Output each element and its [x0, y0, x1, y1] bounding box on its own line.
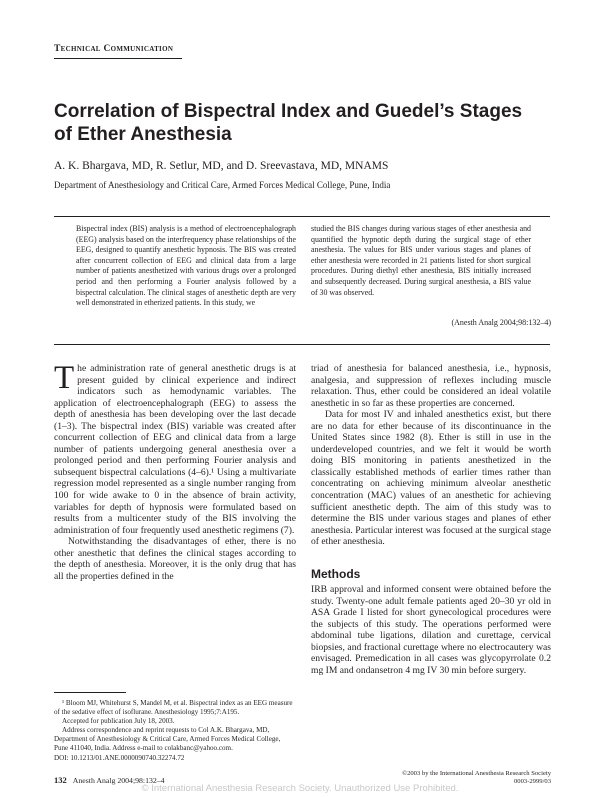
abstract-right: studied the BIS changes during various stages of ether anesthesia and quantified the hypnotic depth during the surgical stage of ether anesthesia. The values for BIS under various stages and planes of ether anesthesia were recorded in 21 patients listed for short surgical procedures. During diethyl ether anesthesia, BIS initially increased and subsequently decreased. During surgical anesthesia, a BIS value of 30 was observed. — [311, 224, 531, 297]
intro-paragraph: The administration rate of general anesthetic drugs is at present guided by clinical experience and indirect indicators such as hemodynamic variables. The application of electroencephalograph (EEG) to assess the depth of anesthesia has been developing over the last decade (1–3). The bispectral index (BIS) variable was created after concurrent collection of EEG and clinical data from a large number of patients undergoing general anesthesia over a prolonged period and then performing Fourier analysis and subsequent bispectral calculations (4–6).¹ Using a multivariate regression model represented as a single number ranging from 100 for wide awake to 0 in the absence of brain activity, variables for depth of hypnosis were formulated based on results from a multicenter study of the BIS involving the administration of four frequently used anesthetic regimens (7). — [54, 360, 296, 536]
footnote-reference: ¹ Bloom MJ, Whitehurst S, Mandel M, et al. Bispectral index as an EEG measure of the sedative effect of isoflurane. Anesthesiology 1995;7:A195. — [54, 699, 293, 717]
paragraph-2: Notwithstanding the disadvantages of ether, there is no other anesthetic that defines the clinical stages according to the depth of anesthesia. Moreover, it is the only drug that has all the properties defined in the — [54, 536, 296, 582]
copyright: ©2003 by the International Anesthesia Research Society — [402, 770, 551, 777]
authors: A. K. Bhargava, MD, R. Setlur, MD, and D. Sreevastava, MD, MNAMS — [54, 160, 389, 172]
methods-text: IRB approval and informed consent were obtained before the study. Twenty-one adult female patients aged 20–30 yr old in ASA Grade I listed for short gynecological procedures were the subjects of this study. The operations performed were abdominal tube ligations, dilation and curettage, cervical biopsies, and fractional curettage where no electrocautery was envisaged. Premedication in all cases was glycopyrrolate 0.2 mg IM and ondansetron 4 mg IV 30 min before surgery. — [311, 584, 551, 676]
methods-heading: Methods — [311, 567, 361, 581]
footnote-address: Address correspondence and reprint requests to Col A.K. Bhargava, MD, Department of Anesthesiology & Critical Care, Armed Forces Medical College, Pune 411040, India. Address e-mail to colakbanc@yahoo.com. — [54, 726, 281, 753]
section-label: Technical Communication — [54, 44, 174, 54]
footnote-accepted: Accepted for publication July 18, 2003. — [62, 717, 175, 726]
journal-citation: Anesth Analg 2004;98:132–4 — [72, 776, 165, 785]
page-number: 132 — [54, 775, 67, 785]
affiliation: Department of Anesthesiology and Critical Care, Armed Forces Medical College, Pune, India — [54, 180, 391, 190]
footnote-doi: DOI: 10.1213/01.ANE.0000090740.32274.72 — [54, 753, 185, 762]
issn: 0003-2999/03 — [514, 778, 551, 786]
drop-cap: T — [54, 360, 75, 396]
section-rule — [54, 58, 182, 59]
body-right-column — [311, 363, 551, 548]
footnote-rule — [54, 692, 126, 693]
watermark: © International Anesthesia Research Society. Unauthorized Use Prohibited. — [141, 783, 459, 794]
abstract-citation: (Anesth Analg 2004;98:132–4) — [451, 318, 551, 327]
paragraph-4: Data for most IV and inhaled anesthetics exist, but there are no data for ether because of its discontinuance in the United States since 1982 (8). Ether is still in use in the underdeveloped countries, and we felt it would be worth doing BIS monitoring in patients anesthetized in the classically established methods of earlier times rather than concentrating on achieving minimum alveolar anesthetic concentration (MAC) values of an anesthetic for achieving sufficient anesthetic depth. The aim of this study was to determine the BIS under various stages and planes of ether anesthesia. Particular interest was focused at the surgical stage of ether anesthesia. — [311, 409, 551, 548]
footnotes — [54, 699, 296, 763]
article-title: Correlation of Bispectral Index and Guedel’s Stages of Ether Anesthesia — [54, 101, 523, 145]
abstract-left: Bispectral index (BIS) analysis is a method of electroencephalograph (EEG) analysis based on the interfrequency phase relationships of the EEG, designed to quantify anesthetic hypnosis. The BIS was created after concurrent collection of EEG and clinical data from a large number of patients anesthetized with various drugs over a prolonged period and then performing a Fourier analysis followed by a bispectral calculation. The clinical stages of anesthetic depth are very well demonstrated in etherized patients. In this study, we — [76, 224, 296, 308]
body-left-column — [54, 360, 296, 582]
paragraph-3: triad of anesthesia for balanced anesthesia, i.e., hypnosis, analgesia, and suppression of reflexes including muscle relaxation. Thus, ether could be considered an ideal volatile anesthetic in so far as these properties are concerned. — [311, 363, 551, 409]
